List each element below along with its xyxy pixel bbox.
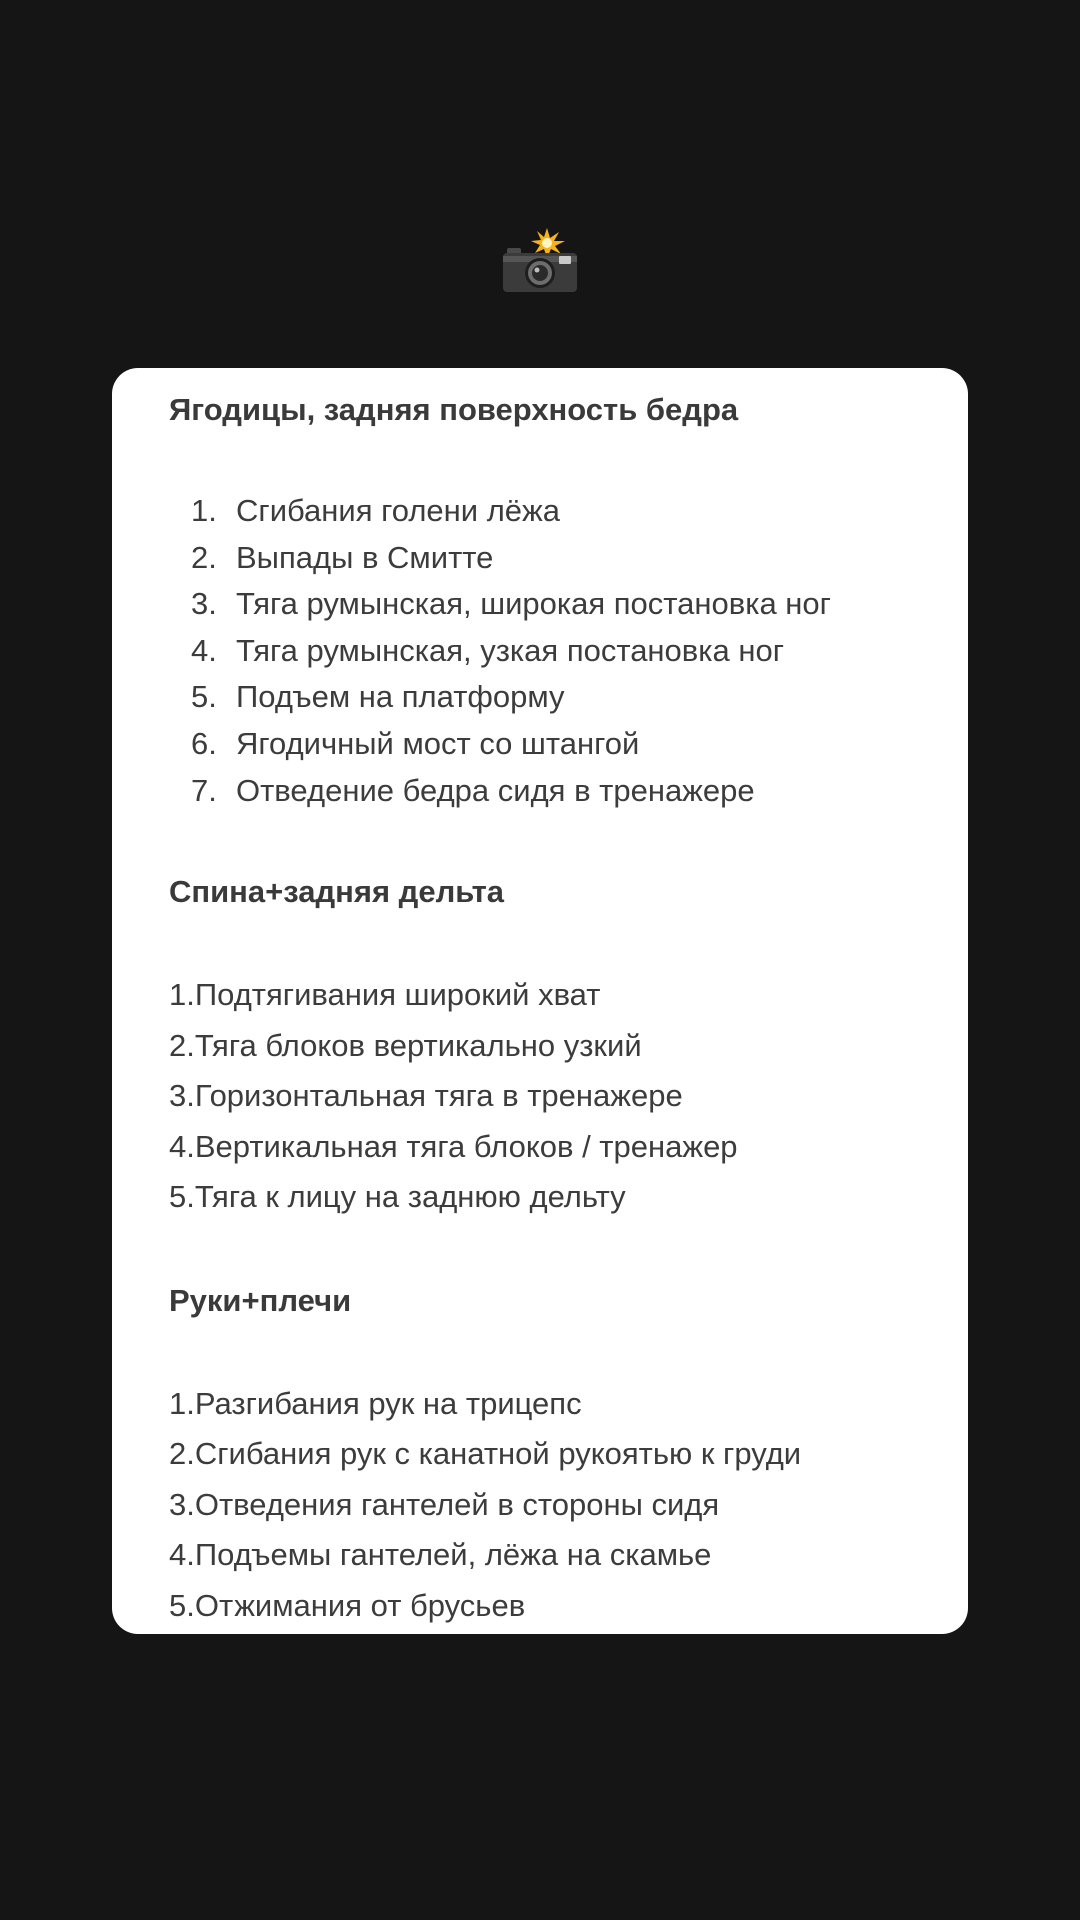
list-item: 5.Тяга к лицу на заднюю дельту xyxy=(169,1179,626,1215)
list-item: 3. Тяга румынская, широкая постановка ног xyxy=(191,586,831,622)
list-item: 5.Отжимания от брусьев xyxy=(169,1587,526,1623)
list-item: 1.Разгибания рук на трицепс xyxy=(169,1385,582,1421)
list-item: 7. Отведение бедра сидя в тренажере xyxy=(191,772,755,808)
list-item: 4.Вертикальная тяга блоков / тренажер xyxy=(169,1128,738,1164)
section-title-arms: Руки+плечи xyxy=(169,1282,352,1318)
list-item: 4.Подъемы гантелей, лёжа на скамье xyxy=(169,1537,712,1573)
list-item: 2.Сгибания рук с канатной рукоятью к груди xyxy=(169,1436,802,1472)
back-exercise-list xyxy=(169,970,968,1223)
list-item: 2. Выпады в Смитте xyxy=(191,539,494,575)
list-item: 3.Отведения гантелей в стороны сидя xyxy=(169,1486,720,1522)
list-item: 6. Ягодичный мост со штангой xyxy=(191,725,640,761)
section-title-back: Спина+задняя дельта xyxy=(169,874,505,910)
list-item: 4. Тяга румынская, узкая постановка ног xyxy=(191,632,785,668)
list-item: 3.Горизонтальная тяга в тренажере xyxy=(169,1078,683,1114)
list-item: 2.Тяга блоков вертикально узкий xyxy=(169,1027,642,1063)
section-title-glutes: Ягодицы, задняя поверхность бедра xyxy=(169,392,739,427)
workout-card xyxy=(112,368,968,1634)
list-item: 5. Подъем на платформу xyxy=(191,679,565,715)
list-item: 1. Сгибания голени лёжа xyxy=(191,493,561,528)
glutes-exercise-list xyxy=(169,488,968,814)
camera-with-flash-icon xyxy=(501,226,579,294)
list-item: 1.Подтягивания широкий хват xyxy=(169,977,601,1013)
arms-exercise-list xyxy=(169,1379,968,1632)
